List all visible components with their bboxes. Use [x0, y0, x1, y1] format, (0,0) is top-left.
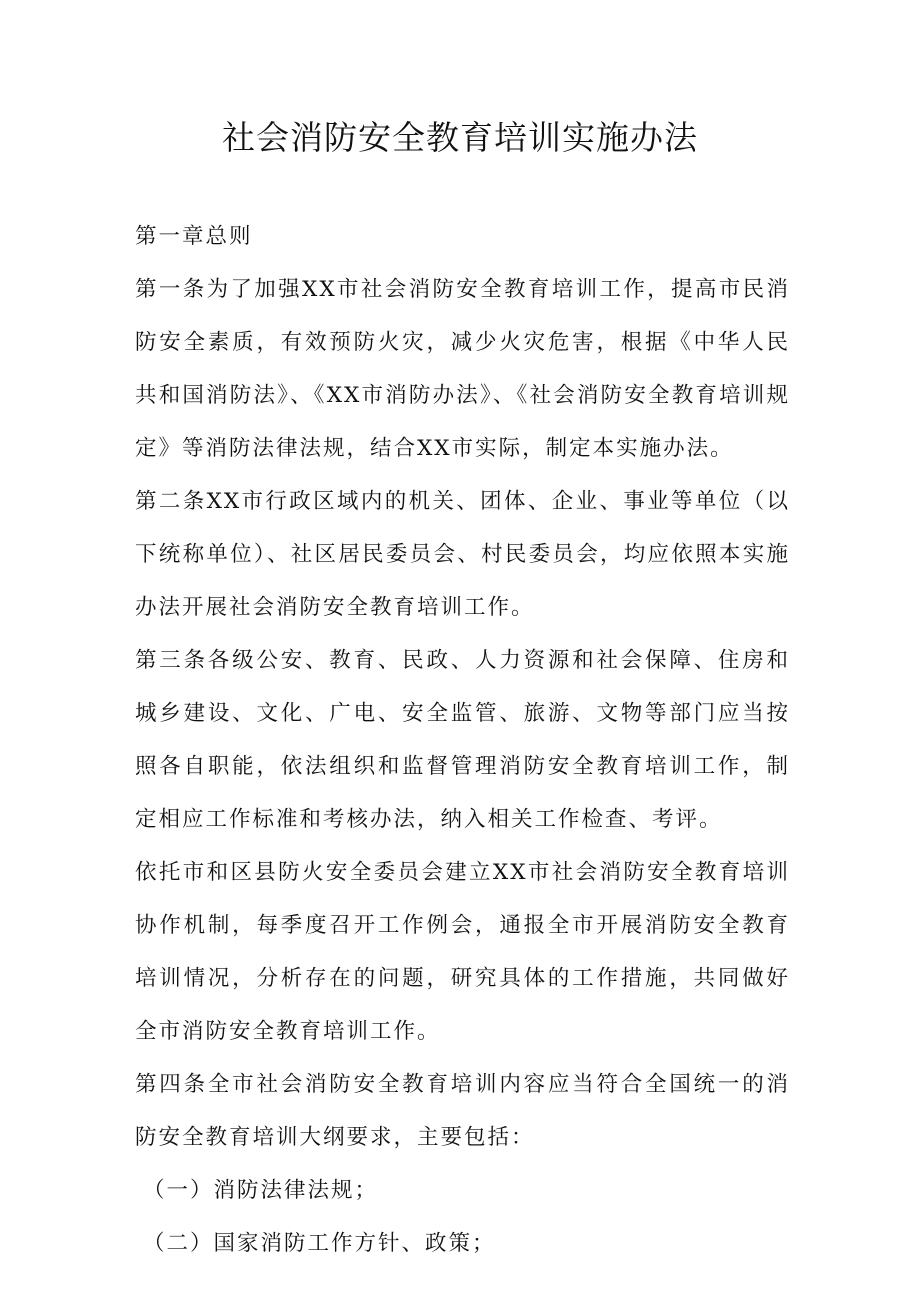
article-4: 第四条全市社会消防安全教育培训内容应当符合全国统一的消防安全教育培训大纲要求，主要包括：	[135, 1072, 790, 1150]
article-2: 第二条XX市行政区域内的机关、团体、企业、事业等单位（以下统称单位）、社区居民委员会、村民委员会，均应依照本实施办法开展社会消防安全教育培训工作。	[135, 489, 790, 620]
article-3-supplement: 依托市和区县防火安全委员会建立XX市社会消防安全教育培训协作机制，每季度召开工作例会，通报全市开展消防安全教育培训情况，分析存在的问题，研究具体的工作措施，共同做好全市消防安全教育培训工作。	[135, 860, 790, 1044]
article-1: 第一条为了加强XX市社会消防安全教育培训工作，提高市民消防安全素质，有效预防火灾，减少火灾危害，根据《中华人民共和国消防法》、《XX市消防办法》、《社会消防安全教育培训规定》等消防法律法规，结合XX市实际，制定本实施办法。	[135, 277, 790, 461]
document-title: 社会消防安全教育培训实施办法	[222, 118, 698, 157]
list-item: （一）消防法律法规；	[143, 1178, 379, 1203]
list-item: （二）国家消防工作方针、政策；	[143, 1231, 496, 1256]
chapter-heading: 第一章总则	[135, 224, 253, 249]
article-3: 第三条各级公安、教育、民政、人力资源和社会保障、住房和城乡建设、文化、广电、安全监管、旅游、文物等部门应当按照各自职能，依法组织和监督管理消防安全教育培训工作，制定相应工作标准和考核办法，纳入相关工作检查、考评。	[135, 648, 790, 832]
document-body	[135, 210, 790, 1270]
